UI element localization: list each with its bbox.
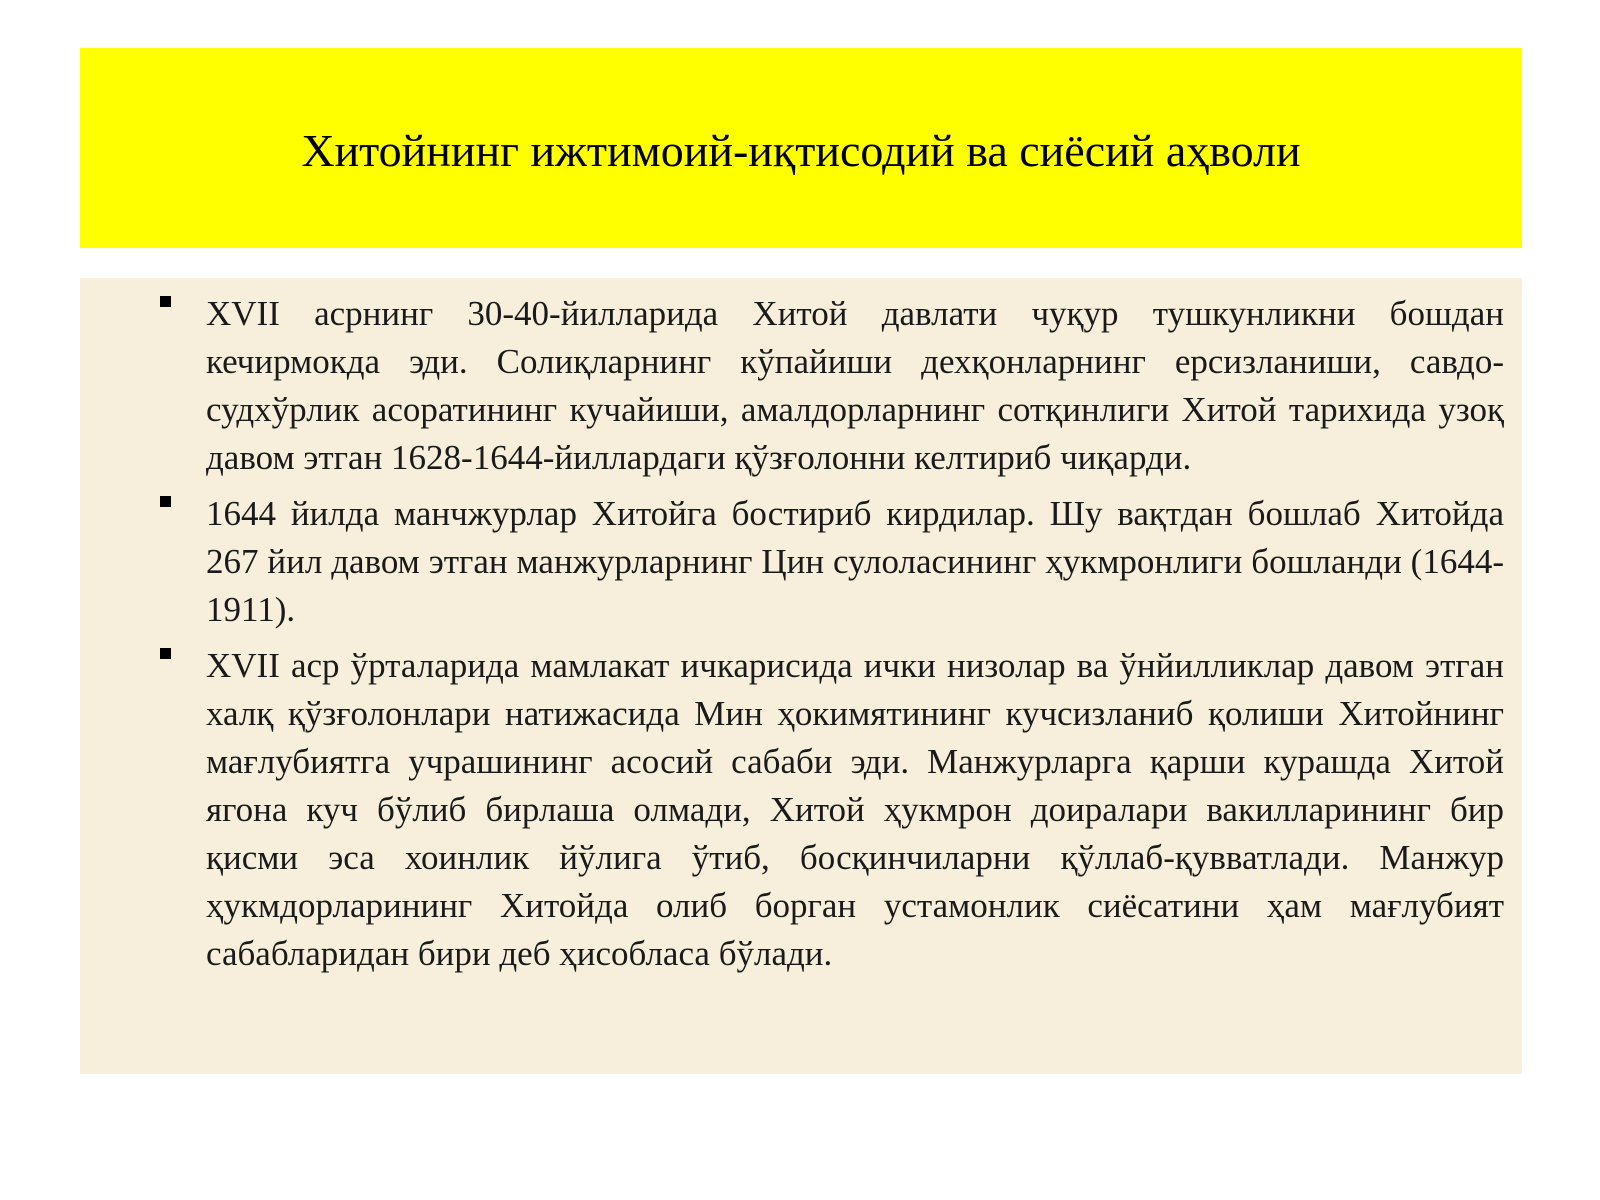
bullet-item bbox=[206, 490, 1504, 642]
bullet-text: XVII аср ўрталарида мамлакат ичкарисида ички низолар ва ўнйилликлар давом этган халқ қўзғолонлари натижасида Мин ҳокимятининг кучсизланиб қолиши Хитойнинг мағлубиятга учрашининг асосий сабаби эди. Манжурларга қарши курашда Хитой ягона куч бўлиб бирлаша олмади, Хитой ҳукмрон доиралари вакилларининг бир қисми эса хоинлик йўлига ўтиб, босқинчиларни қўллаб-қувватлади. Манжур ҳукмдорларининг Хитойда олиб борган устамонлик сиёсатини ҳам мағлубият сабабларидан бири деб ҳисобласа бўлади. bbox=[206, 646, 1504, 973]
title-banner bbox=[80, 48, 1522, 248]
square-bullet-icon bbox=[160, 496, 171, 507]
bullet-list bbox=[80, 290, 1522, 986]
bullet-text: 1644 йилда манчжурлар Хитойга бостириб кирдилар. Шу вақтдан бошлаб Хитойда 267 йил давом этган манжурларнинг Цин сулоласининг ҳукмронлиги бошланди (1644-1911). bbox=[206, 494, 1504, 629]
square-bullet-icon bbox=[160, 296, 171, 307]
slide-title: Хитойнинг ижтимоий-иқтисодий ва сиёсий аҳволи bbox=[301, 124, 1301, 176]
bullet-text: XVII асрнинг 30-40-йилларида Хитой давлати чуқур тушкунликни бошдан кечирмокда эди. Солиқларнинг кўпайиши дехқонларнинг ерсизланиши, савдо-судхўрлик асоратининг кучайиши, амалдорларнинг сотқинлиги Хитой тарихида узоқ давом этган 1628-1644-йиллардаги қўзғолонни келтириб чиқарди. bbox=[206, 294, 1504, 477]
bullet-item bbox=[206, 642, 1504, 986]
content-panel bbox=[80, 278, 1522, 1074]
square-bullet-icon bbox=[160, 648, 171, 659]
bullet-item bbox=[206, 290, 1504, 490]
